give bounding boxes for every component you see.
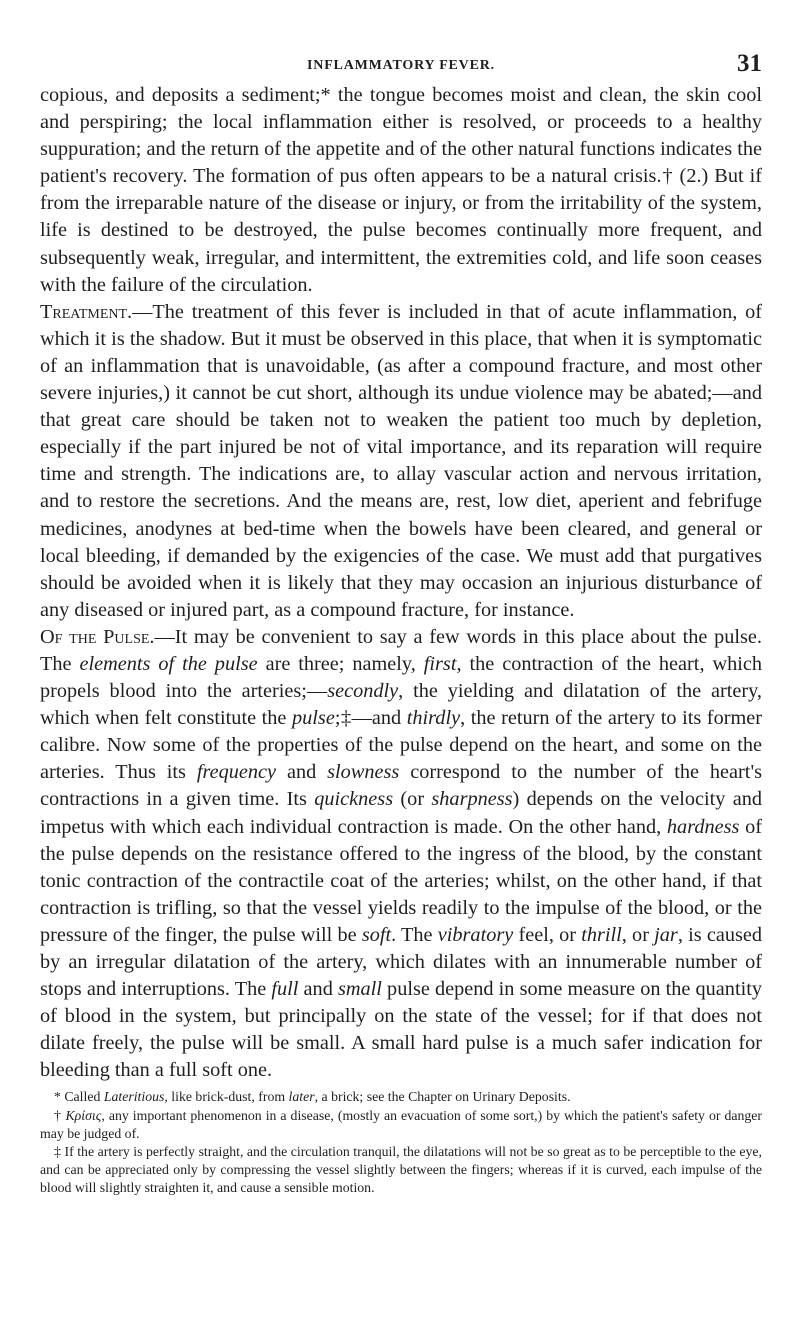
italic-term: full xyxy=(271,978,299,1001)
italic-term: pulse xyxy=(292,707,335,730)
text-run: . The xyxy=(391,923,438,946)
running-title: INFLAMMATORY FEVER. xyxy=(307,58,495,73)
italic-term: jar xyxy=(654,923,678,946)
italic-term: slowness xyxy=(327,761,400,784)
paragraph-text: —The treatment of this fever is included in that of acute inflammation, of which it is the shadow. But it must be observed in this place, that when it is symptomatic of an inflammation that is unavoidable, (as after a compound fracture, and most other severe injuries,) it cannot be cut short, although its undue violence may be abated;—and that great care should be taken not to weaken the patient too much by depletion, especially if the part injured be not of vital importance, and its reparation will require time and strength. The indications are, to allay vascular action and nervous irritation, and to restore the secretions. And the means are, rest, low diet, aperient and febrifuge medicines, anodynes at bed-time when the bowels have been cleared, and general or local bleeding, if demanded by the exigencies of the case. We must add that purgatives should be avoided when it is likely that they may occasion an injurious disturbance of any diseased or injured part, as a compound fracture, for instance. xyxy=(40,300,762,621)
page-number: 31 xyxy=(737,50,762,77)
text-run: , is caused by an irregular dilatation of the artery, which dilates with an innumerable number of stops and interruptions. The xyxy=(40,923,763,1001)
footnote-text: ‡ If the artery is perfectly straight, and the circulation tranquil, the dilatations will not be so great as to be perceptible to the eye, and can be appreciated only by compressing the vessel slightly between the fingers; whereas if it is curved, each impulse of the blood will slightly straighten it, and cause a sensible motion. xyxy=(40,1144,762,1196)
text-run: , the contraction of the heart, which propels blood into the arteries;— xyxy=(40,652,763,703)
text-run: correspond to the number of the heart's contractions in a given time. Its xyxy=(40,761,762,811)
footnote-text: , a brick; see the Chapter on Urinary Deposits. xyxy=(314,1089,571,1105)
footnotes xyxy=(40,1088,762,1197)
footnote-text: , any important phenomenon in a disease, (mostly an evacuation of some sort,) by which the patient's safety or danger may be judged of. xyxy=(40,1107,762,1141)
paragraph-text: copious, and deposits a sediment;* the tongue becomes moist and clean, the skin cool and perspiring; the local inflammation either is resolved, or proceeds to a healthy suppuration; and the return of the appetite and of the other natural functions indicates the patient's recovery. The formation of pus often appears to be a natural crisis.† (2.) But if from the irreparable nature of the disease or injury, or from the irritability of the system, life is destined to be destroyed, the pulse becomes continually more frequent, and subsequently weak, irregular, and intermittent, the extremities cold, and life soon ceases with the failure of the circulation. xyxy=(40,84,763,296)
footnote-lateritious xyxy=(40,1088,762,1106)
footnote-krisis xyxy=(40,1107,762,1143)
footnote-text: , like brick-dust, from xyxy=(164,1089,289,1105)
italic-term: quickness xyxy=(314,788,394,811)
italic-term: Lateritious xyxy=(103,1089,165,1105)
text-run: ) depends on the velocity and impetus with which each individual contraction is made. On the other hand, xyxy=(40,788,762,838)
text-run: , the return of the artery to its former calibre. Now some of the properties of the pulse depend on the heart, and some on the arteries. Thus its xyxy=(40,707,762,784)
italic-term: vibratory xyxy=(437,923,514,946)
footnote-text: † xyxy=(54,1107,66,1123)
text-run: , the yielding and dilatation of the artery, which when felt constitute the xyxy=(40,680,762,730)
italic-term: later xyxy=(288,1089,315,1105)
italic-term: thirdly xyxy=(406,707,461,730)
italic-term: sharpness xyxy=(431,788,513,811)
text-run: (or xyxy=(393,788,432,811)
italic-term: elements of the pulse xyxy=(79,652,258,675)
paragraph-fever-resolution xyxy=(40,82,762,299)
footnote-artery xyxy=(40,1143,762,1198)
text-run: ;‡—and xyxy=(334,707,407,730)
footnote-text: * Called xyxy=(54,1089,104,1105)
italic-term: thrill xyxy=(581,923,622,946)
text-run: pulse depend in some measure on the quantity of blood in the system, but principally on the state of the vessel; for if that does not dilate freely, the pulse will be small. A small hard pulse is a much safer indication for bleeding than a full soft one. xyxy=(40,978,762,1082)
text-run: and xyxy=(276,761,328,784)
text-run: feel, or xyxy=(513,923,582,946)
paragraph-treatment xyxy=(40,299,762,624)
italic-term: soft xyxy=(361,923,392,946)
book-page xyxy=(40,50,763,1198)
text-run: and xyxy=(298,978,338,1001)
body-text xyxy=(40,82,762,1084)
text-run: —It may be convenient to say a few words in this place about the pulse. The xyxy=(40,625,763,675)
italic-term: hardness xyxy=(666,815,740,838)
italic-term: frequency xyxy=(196,761,277,784)
italic-term: secondly xyxy=(327,680,399,703)
paragraph-pulse xyxy=(40,624,762,1085)
greek-term: Κρίσις xyxy=(65,1107,102,1123)
section-heading-pulse: Of the Pulse. xyxy=(40,625,155,648)
text-run: of the pulse depends on the resistance offered to the ingress of the blood, by the constant tonic contraction of the contractile coat of the arteries; whilst, on the other hand, if that contraction is trifling, so that the vessel yields readily to the impulse of the blood, or the pressure of the finger, the pulse will be xyxy=(40,815,762,946)
page-header xyxy=(40,50,762,80)
text-run: are three; namely, xyxy=(257,652,424,675)
italic-term: first xyxy=(423,652,457,675)
text-run: , or xyxy=(621,923,655,946)
section-heading-treatment: Treatment. xyxy=(40,300,133,323)
italic-term: small xyxy=(337,978,382,1001)
